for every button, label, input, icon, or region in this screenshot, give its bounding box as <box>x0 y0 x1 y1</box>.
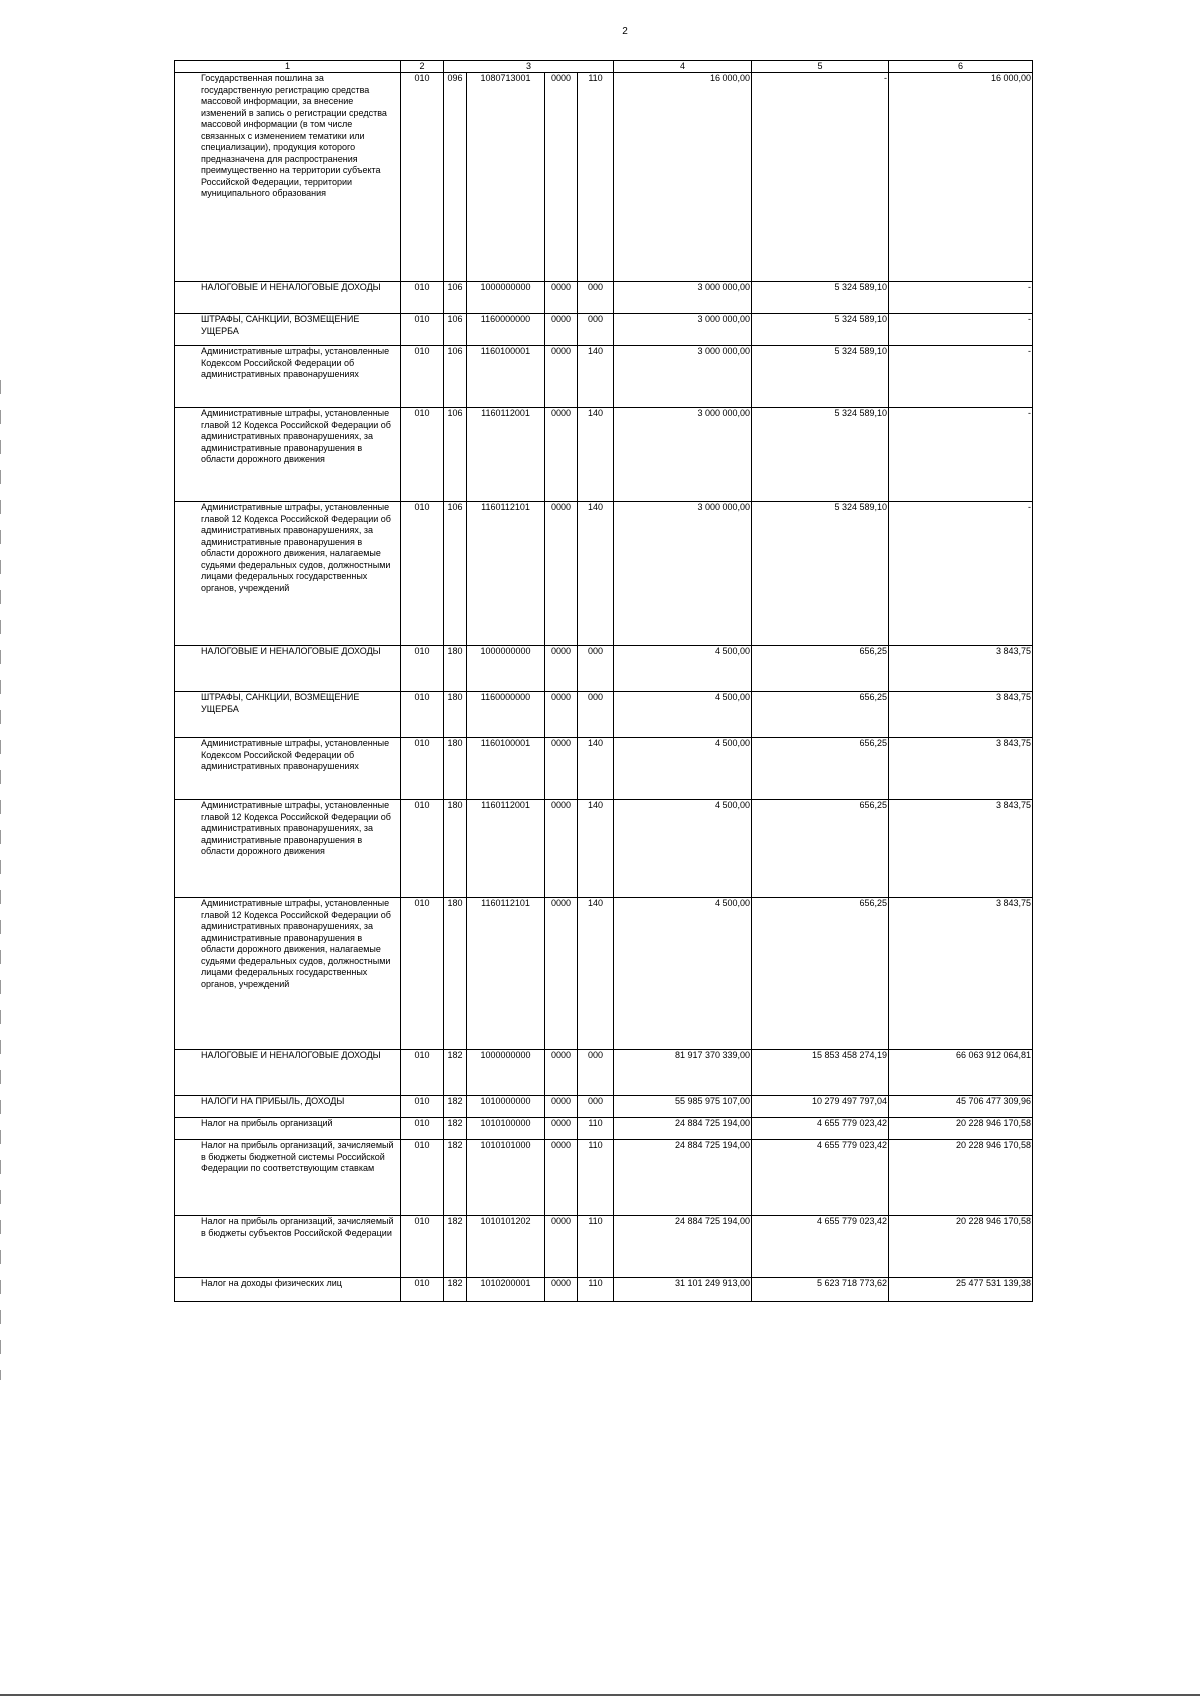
row-col-3-class: 110 <box>578 1118 614 1140</box>
row-col-3-admin: 106 <box>444 502 467 646</box>
row-col-3-code: 1160112001 <box>467 408 545 502</box>
row-col-4: 4 500,00 <box>614 692 752 738</box>
row-col-4: 3 000 000,00 <box>614 408 752 502</box>
row-col-3-subcode: 0000 <box>545 1096 578 1118</box>
row-col-3-subcode: 0000 <box>545 1140 578 1216</box>
row-col-3-admin: 182 <box>444 1216 467 1278</box>
table-row <box>175 898 1033 1050</box>
row-col-5: 5 324 589,10 <box>752 346 889 408</box>
row-col-3-admin: 106 <box>444 408 467 502</box>
row-col-2: 010 <box>401 502 444 646</box>
row-name: Административные штрафы, установленные Кодексом Российской Федерации об административных правонарушениях <box>175 738 401 800</box>
row-col-2: 010 <box>401 1050 444 1096</box>
row-col-3-class: 140 <box>578 898 614 1050</box>
row-col-5: 656,25 <box>752 692 889 738</box>
row-col-3-admin: 182 <box>444 1096 467 1118</box>
row-col-3-subcode: 0000 <box>545 502 578 646</box>
row-col-2: 010 <box>401 1216 444 1278</box>
row-col-3-admin: 180 <box>444 692 467 738</box>
row-name: Административные штрафы, установленные главой 12 Кодекса Российской Федерации об административных правонарушениях, за административные правонарушения в области дорожного движения, налагаемые судьями федеральных судов, должностными лицами федеральных государственных органов, учреждений <box>175 898 401 1050</box>
row-col-3-code: 1010101000 <box>467 1140 545 1216</box>
row-col-3-subcode: 0000 <box>545 738 578 800</box>
row-col-2: 010 <box>401 692 444 738</box>
row-col-4: 81 917 370 339,00 <box>614 1050 752 1096</box>
row-col-3-code: 1160000000 <box>467 314 545 346</box>
row-col-3-subcode: 0000 <box>545 314 578 346</box>
table-row <box>175 1050 1033 1096</box>
row-col-3-class: 140 <box>578 502 614 646</box>
row-col-3-code: 1010100000 <box>467 1118 545 1140</box>
row-col-2: 010 <box>401 898 444 1050</box>
row-col-3-class: 110 <box>578 1278 614 1302</box>
row-col-5: 10 279 497 797,04 <box>752 1096 889 1118</box>
header-col-3: 3 <box>444 61 614 73</box>
row-col-3-admin: 106 <box>444 314 467 346</box>
row-col-6: 20 228 946 170,58 <box>889 1118 1033 1140</box>
row-col-3-code: 1160112001 <box>467 800 545 898</box>
row-col-3-subcode: 0000 <box>545 346 578 408</box>
row-col-3-code: 1160100001 <box>467 346 545 408</box>
row-col-5: 656,25 <box>752 738 889 800</box>
row-col-3-subcode: 0000 <box>545 1118 578 1140</box>
row-col-6: - <box>889 502 1033 646</box>
row-col-3-class: 000 <box>578 314 614 346</box>
row-name: НАЛОГОВЫЕ И НЕНАЛОГОВЫЕ ДОХОДЫ <box>175 282 401 314</box>
row-col-3-admin: 182 <box>444 1118 467 1140</box>
row-col-2: 010 <box>401 646 444 692</box>
row-col-2: 010 <box>401 800 444 898</box>
row-col-3-class: 000 <box>578 1050 614 1096</box>
table-row <box>175 1118 1033 1140</box>
row-col-3-code: 1160100001 <box>467 738 545 800</box>
row-col-6: 3 843,75 <box>889 646 1033 692</box>
row-col-2: 010 <box>401 282 444 314</box>
row-col-4: 24 884 725 194,00 <box>614 1140 752 1216</box>
row-col-5: 4 655 779 023,42 <box>752 1140 889 1216</box>
row-col-6: 20 228 946 170,58 <box>889 1140 1033 1216</box>
row-col-5: 4 655 779 023,42 <box>752 1118 889 1140</box>
row-name: Административные штрафы, установленные главой 12 Кодекса Российской Федерации об административных правонарушениях, за административные правонарушения в области дорожного движения <box>175 800 401 898</box>
row-col-6: - <box>889 408 1033 502</box>
row-col-5: 656,25 <box>752 898 889 1050</box>
row-col-3-admin: 180 <box>444 898 467 1050</box>
row-col-5: 5 324 589,10 <box>752 282 889 314</box>
row-col-3-subcode: 0000 <box>545 692 578 738</box>
row-col-6: 3 843,75 <box>889 692 1033 738</box>
row-col-3-subcode: 0000 <box>545 898 578 1050</box>
row-col-3-subcode: 0000 <box>545 282 578 314</box>
row-col-3-code: 1160112101 <box>467 502 545 646</box>
row-name: Налог на прибыль организаций, зачисляемый в бюджеты субъектов Российской Федерации <box>175 1216 401 1278</box>
row-col-3-code: 1160000000 <box>467 692 545 738</box>
row-col-3-admin: 182 <box>444 1278 467 1302</box>
header-row <box>175 61 1033 73</box>
row-col-4: 4 500,00 <box>614 738 752 800</box>
header-col-1: 1 <box>175 61 401 73</box>
row-col-5: 15 853 458 274,19 <box>752 1050 889 1096</box>
row-col-3-class: 000 <box>578 282 614 314</box>
row-col-3-admin: 180 <box>444 800 467 898</box>
row-col-3-class: 110 <box>578 73 614 282</box>
row-col-3-admin: 180 <box>444 738 467 800</box>
row-col-3-subcode: 0000 <box>545 1050 578 1096</box>
row-col-3-admin: 182 <box>444 1140 467 1216</box>
row-col-3-subcode: 0000 <box>545 1216 578 1278</box>
row-name: Административные штрафы, установленные главой 12 Кодекса Российской Федерации об административных правонарушениях, за административные правонарушения в области дорожного движения <box>175 408 401 502</box>
revenue-table <box>174 60 1033 1302</box>
row-col-3-subcode: 0000 <box>545 73 578 282</box>
table-row <box>175 408 1033 502</box>
row-col-6: 66 063 912 064,81 <box>889 1050 1033 1096</box>
row-col-5: - <box>752 73 889 282</box>
row-col-3-subcode: 0000 <box>545 800 578 898</box>
row-col-3-code: 1160112101 <box>467 898 545 1050</box>
row-col-4: 4 500,00 <box>614 646 752 692</box>
table-row <box>175 1096 1033 1118</box>
row-col-4: 16 000,00 <box>614 73 752 282</box>
row-col-5: 5 623 718 773,62 <box>752 1278 889 1302</box>
row-col-3-admin: 096 <box>444 73 467 282</box>
row-name: Государственная пошлина за государственную регистрацию средства массовой информации, за внесение изменений в запись о регистрации средства массовой информации (в том числе связанных с изменением тематики или специализации), продукция которого предназначена для распространения преимущественно на территории субъекта Российской Федерации, территории муниципального образования <box>175 73 401 282</box>
row-col-3-admin: 180 <box>444 646 467 692</box>
row-col-3-subcode: 0000 <box>545 646 578 692</box>
row-name: Налог на прибыль организаций, зачисляемый в бюджеты бюджетной системы Российской Федерации по соответствующим ставкам <box>175 1140 401 1216</box>
table-row <box>175 282 1033 314</box>
row-col-5: 5 324 589,10 <box>752 314 889 346</box>
scan-edge-mark <box>0 380 1 1380</box>
header-col-6: 6 <box>889 61 1033 73</box>
row-col-2: 010 <box>401 1096 444 1118</box>
row-col-3-subcode: 0000 <box>545 1278 578 1302</box>
row-name: НАЛОГОВЫЕ И НЕНАЛОГОВЫЕ ДОХОДЫ <box>175 1050 401 1096</box>
row-col-6: 3 843,75 <box>889 738 1033 800</box>
row-col-3-class: 000 <box>578 692 614 738</box>
row-col-3-class: 110 <box>578 1140 614 1216</box>
row-col-4: 55 985 975 107,00 <box>614 1096 752 1118</box>
row-name: НАЛОГИ НА ПРИБЫЛЬ, ДОХОДЫ <box>175 1096 401 1118</box>
table-row <box>175 346 1033 408</box>
row-col-5: 5 324 589,10 <box>752 408 889 502</box>
row-col-6: 20 228 946 170,58 <box>889 1216 1033 1278</box>
row-name: ШТРАФЫ, САНКЦИИ, ВОЗМЕЩЕНИЕ УЩЕРБА <box>175 692 401 738</box>
row-col-3-class: 140 <box>578 738 614 800</box>
header-col-5: 5 <box>752 61 889 73</box>
header-col-4: 4 <box>614 61 752 73</box>
row-col-6: 16 000,00 <box>889 73 1033 282</box>
table-row <box>175 738 1033 800</box>
row-col-6: - <box>889 314 1033 346</box>
table-row <box>175 502 1033 646</box>
row-col-3-class: 000 <box>578 646 614 692</box>
table-row <box>175 800 1033 898</box>
row-name: Административные штрафы, установленные Кодексом Российской Федерации об административных правонарушениях <box>175 346 401 408</box>
table-row <box>175 73 1033 282</box>
row-col-4: 24 884 725 194,00 <box>614 1118 752 1140</box>
row-col-2: 010 <box>401 314 444 346</box>
row-col-2: 010 <box>401 408 444 502</box>
row-col-5: 4 655 779 023,42 <box>752 1216 889 1278</box>
row-col-3-admin: 106 <box>444 282 467 314</box>
row-col-5: 656,25 <box>752 800 889 898</box>
row-col-6: 3 843,75 <box>889 800 1033 898</box>
row-name: НАЛОГОВЫЕ И НЕНАЛОГОВЫЕ ДОХОДЫ <box>175 646 401 692</box>
row-col-3-class: 140 <box>578 346 614 408</box>
row-name: Налог на прибыль организаций <box>175 1118 401 1140</box>
row-col-2: 010 <box>401 1140 444 1216</box>
table-row <box>175 646 1033 692</box>
row-col-5: 656,25 <box>752 646 889 692</box>
row-col-3-admin: 182 <box>444 1050 467 1096</box>
table-row <box>175 692 1033 738</box>
row-name: ШТРАФЫ, САНКЦИИ, ВОЗМЕЩЕНИЕ УЩЕРБА <box>175 314 401 346</box>
row-col-4: 4 500,00 <box>614 800 752 898</box>
row-col-5: 5 324 589,10 <box>752 502 889 646</box>
row-col-2: 010 <box>401 1278 444 1302</box>
row-col-2: 010 <box>401 346 444 408</box>
row-col-3-code: 1000000000 <box>467 646 545 692</box>
table-row <box>175 1216 1033 1278</box>
page-number: 2 <box>622 26 628 37</box>
row-col-4: 3 000 000,00 <box>614 314 752 346</box>
row-name: Административные штрафы, установленные главой 12 Кодекса Российской Федерации об административных правонарушениях, за административные правонарушения в области дорожного движения, налагаемые судьями федеральных судов, должностными лицами федеральных государственных органов, учреждений <box>175 502 401 646</box>
table-row <box>175 314 1033 346</box>
row-col-6: 25 477 531 139,38 <box>889 1278 1033 1302</box>
row-col-6: 45 706 477 309,96 <box>889 1096 1033 1118</box>
row-col-6: 3 843,75 <box>889 898 1033 1050</box>
row-col-3-class: 140 <box>578 408 614 502</box>
row-col-4: 31 101 249 913,00 <box>614 1278 752 1302</box>
table-row <box>175 1278 1033 1302</box>
table-row <box>175 1140 1033 1216</box>
row-col-2: 010 <box>401 1118 444 1140</box>
row-col-4: 3 000 000,00 <box>614 282 752 314</box>
row-col-2: 010 <box>401 73 444 282</box>
scan-bottom-edge <box>0 1694 1200 1696</box>
row-col-2: 010 <box>401 738 444 800</box>
row-col-4: 24 884 725 194,00 <box>614 1216 752 1278</box>
row-col-3-code: 1000000000 <box>467 1050 545 1096</box>
row-col-3-code: 1010000000 <box>467 1096 545 1118</box>
row-col-3-code: 1080713001 <box>467 73 545 282</box>
row-col-6: - <box>889 282 1033 314</box>
row-col-3-code: 1000000000 <box>467 282 545 314</box>
row-col-4: 3 000 000,00 <box>614 502 752 646</box>
row-col-3-code: 1010200001 <box>467 1278 545 1302</box>
row-col-3-subcode: 0000 <box>545 408 578 502</box>
row-col-3-admin: 106 <box>444 346 467 408</box>
row-col-3-class: 140 <box>578 800 614 898</box>
row-col-3-class: 110 <box>578 1216 614 1278</box>
row-col-4: 3 000 000,00 <box>614 346 752 408</box>
row-col-3-class: 000 <box>578 1096 614 1118</box>
row-col-6: - <box>889 346 1033 408</box>
row-name: Налог на доходы физических лиц <box>175 1278 401 1302</box>
row-col-3-code: 1010101202 <box>467 1216 545 1278</box>
row-col-4: 4 500,00 <box>614 898 752 1050</box>
header-col-2: 2 <box>401 61 444 73</box>
